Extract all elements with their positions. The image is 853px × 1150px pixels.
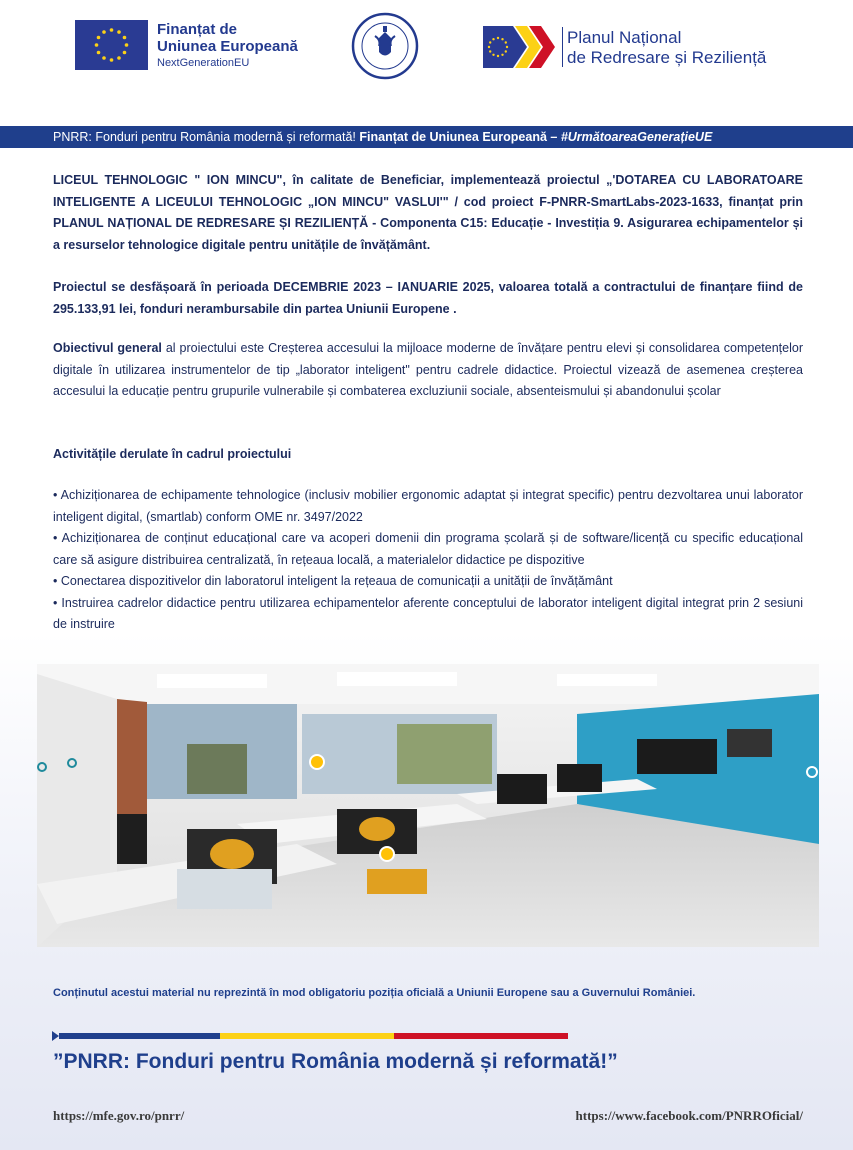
star-icon: [501, 38, 503, 40]
mfe-link[interactable]: https://mfe.gov.ro/pnrr/: [53, 1108, 185, 1123]
facebook-link[interactable]: https://www.facebook.com/PNRROficial/: [575, 1108, 803, 1123]
header: [0, 0, 853, 125]
star-icon: [497, 37, 499, 39]
star-icon: [117, 56, 121, 60]
star-icon: [123, 36, 127, 40]
pnrr-title-line2: de Redresare și Reziliență: [567, 48, 767, 67]
star-icon: [95, 43, 99, 47]
banner-content: [53, 126, 712, 148]
project-period-paragraph: Proiectul se desfășoară în perioada DECEMBRIE 2023 – IANUARIE 2025, valoarea totală a contractului de finanțare fiind de 295.133,91 lei, fonduri nerambursabile din partea Uniunii Europene .: [53, 280, 803, 316]
star-icon: [497, 55, 499, 57]
banner-text: PNRR: Fonduri pentru România modernă și reformată!: [53, 130, 356, 144]
objective-label: Obiectivul general: [53, 341, 162, 355]
star-icon: [102, 30, 106, 34]
stripe-blue: [59, 1033, 220, 1039]
star-icon: [501, 54, 503, 56]
star-icon: [117, 30, 121, 34]
objective-text: al proiectului este Creșterea accesului la mijloace moderne de învățare pentru elevi și consolidarea competențelor digitale în utilizarea instrumentelor de tip „laborator inteligent" pentru cadrele didactice. Proiectul vizează de asemenea creșterea accesului la educație pentru grupurile vulnerabile și combaterea excluziunii sociale, absenteismului și abandonului școlar: [53, 341, 803, 398]
top-banner: [0, 126, 853, 148]
star-icon: [97, 36, 101, 40]
activities-title: Activitățile derulate în cadrul proiectului: [53, 447, 292, 461]
star-icon: [110, 28, 114, 32]
classroom-illustration: [37, 664, 819, 947]
star-icon: [488, 46, 490, 48]
eu-funded-line1: Finanțat de: [157, 21, 238, 38]
star-icon: [97, 51, 101, 55]
star-icon: [492, 54, 494, 56]
star-icon: [489, 41, 491, 43]
star-icon: [125, 43, 129, 47]
star-icon: [123, 51, 127, 55]
star-icon: [110, 58, 114, 62]
government-seal-icon: [351, 12, 419, 80]
banner-bold: Finanțat de Uniunea Europeană –: [359, 130, 558, 144]
star-icon: [505, 41, 507, 43]
objective-paragraph: [53, 338, 803, 403]
banner-hashtag: #UrmătoareaGenerațieUE: [560, 130, 713, 144]
eu-funded-line2: Uniunea Europeană: [157, 38, 298, 55]
star-icon: [489, 50, 491, 52]
pnrr-divider: [562, 27, 563, 67]
stripe-red: [394, 1033, 568, 1039]
slogan: ”PNRR: Fonduri pentru România modernă și reformată!”: [53, 1050, 618, 1073]
list-item: • Instruirea cadrelor didactice pentru utilizarea echipamentelor aferente conceptului de laborator inteligent digital integrat prin 2 sesiuni de instruire: [53, 595, 803, 631]
list-item: • Achiziționarea de echipamente tehnologice (inclusiv mobilier ergonomic adaptat și integrat specific) pentru dezvoltarea unui laborator inteligent digital, (smartlab) conform OME nr. 3497/2022: [53, 488, 803, 524]
project-intro-paragraph: LICEUL TEHNOLOGIC " ION MINCU", în calitate de Beneficiar, implementează proiectul „'DOTAREA CU LABORATOARE INTELIGENTE A LICEULUI TEHNOLOGIC „ION MINCU" VASLUI'" / cod proiect F-PNRR-SmartLabs-2023-1633, finanțat prin PLANUL NAȚIONAL DE REDRESARE ȘI REZILIENȚĂ - Componenta C15: Educație - Investiția 9. Asigurarea echipamentelor și a resurselor tehnologice digitale pentru unitățile de învățământ.: [53, 173, 803, 252]
pnrr-title-line1: Planul Național: [567, 28, 682, 47]
arrow-icon: [52, 1031, 59, 1041]
star-icon: [492, 38, 494, 40]
star-icon: [505, 50, 507, 52]
disclaimer-text: Conținutul acestui material nu reprezintă în mod obligatoriu poziția oficială a Uniunii Europene sau a Guvernului României.: [53, 987, 696, 999]
eu-flag-icon: [75, 20, 148, 70]
smart-lab-photo: [37, 664, 819, 947]
eu-funded-line3: NextGenerationEU: [157, 57, 250, 69]
activities-list: [53, 485, 803, 636]
star-icon: [102, 56, 106, 60]
stripe-yellow: [220, 1033, 394, 1039]
pnrr-logo-icon: [483, 26, 559, 68]
list-item: • Conectarea dispozitivelor din laboratorul inteligent la rețeaua de comunicații a unității de învățământ: [53, 574, 613, 588]
star-icon: [506, 46, 508, 48]
list-item: • Achiziționarea de conținut educațional care va acoperi domenii din programa școlară și de software/licență cu specific educațional care să asigure distribuirea centralizată, în rețeaua locală, a materialelor didactice pe dispozitive: [53, 531, 803, 567]
